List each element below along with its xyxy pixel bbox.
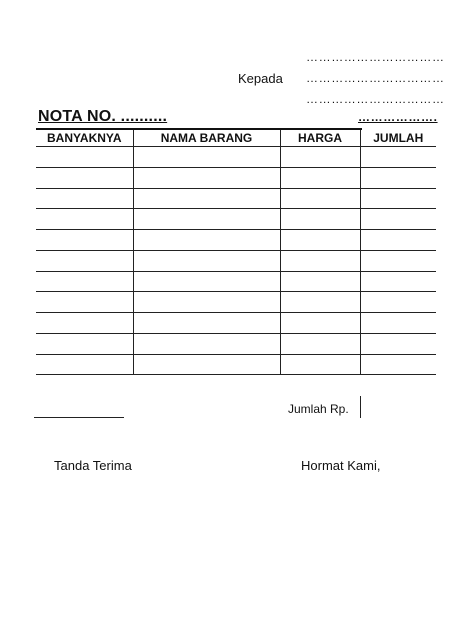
column-header-harga: HARGA xyxy=(280,130,360,147)
nota-date-blank: ………………. xyxy=(358,110,438,124)
cell-banyaknya xyxy=(36,230,133,251)
cell-jumlah xyxy=(360,333,436,354)
left-underline xyxy=(34,417,124,418)
cell-nama-barang xyxy=(133,209,280,230)
sender-signature-label: Hormat Kami, xyxy=(301,458,381,473)
nota-title: NOTA NO. .......... xyxy=(38,108,168,125)
cell-banyaknya xyxy=(36,292,133,313)
table-row xyxy=(36,230,436,251)
table-row xyxy=(36,354,436,375)
cell-nama-barang xyxy=(133,333,280,354)
recipient-line-2: …………………………… xyxy=(306,71,445,85)
cell-nama-barang xyxy=(133,147,280,168)
cell-banyaknya xyxy=(36,147,133,168)
cell-harga xyxy=(280,230,360,251)
cell-banyaknya xyxy=(36,333,133,354)
cell-nama-barang xyxy=(133,188,280,209)
recipient-label: Kepada xyxy=(238,71,283,86)
cell-banyaknya xyxy=(36,271,133,292)
cell-jumlah xyxy=(360,250,436,271)
column-header-jumlah: JUMLAH xyxy=(360,130,436,147)
cell-nama-barang xyxy=(133,354,280,375)
cell-banyaknya xyxy=(36,167,133,188)
cell-harga xyxy=(280,354,360,375)
table-header-row xyxy=(36,130,436,147)
table-row xyxy=(36,333,436,354)
cell-nama-barang xyxy=(133,167,280,188)
cell-harga xyxy=(280,333,360,354)
cell-jumlah xyxy=(360,147,436,168)
recipient-line-3: …………………………… xyxy=(306,92,445,106)
table-row xyxy=(36,250,436,271)
cell-harga xyxy=(280,313,360,334)
table-row xyxy=(36,147,436,168)
total-label: Jumlah Rp. xyxy=(288,402,349,416)
table-row xyxy=(36,167,436,188)
column-header-banyaknya: BANYAKNYA xyxy=(36,130,133,147)
cell-harga xyxy=(280,271,360,292)
cell-jumlah xyxy=(360,271,436,292)
total-divider xyxy=(360,396,361,418)
cell-jumlah xyxy=(360,313,436,334)
cell-jumlah xyxy=(360,209,436,230)
cell-nama-barang xyxy=(133,292,280,313)
cell-nama-barang xyxy=(133,313,280,334)
cell-harga xyxy=(280,250,360,271)
cell-banyaknya xyxy=(36,250,133,271)
cell-jumlah xyxy=(360,188,436,209)
cell-harga xyxy=(280,209,360,230)
cell-harga xyxy=(280,167,360,188)
cell-nama-barang xyxy=(133,250,280,271)
column-header-nama-barang: NAMA BARANG xyxy=(133,130,280,147)
cell-jumlah xyxy=(360,292,436,313)
cell-nama-barang xyxy=(133,271,280,292)
receiver-signature-label: Tanda Terima xyxy=(54,458,132,473)
table-row xyxy=(36,209,436,230)
cell-harga xyxy=(280,188,360,209)
table-row xyxy=(36,271,436,292)
cell-banyaknya xyxy=(36,313,133,334)
cell-jumlah xyxy=(360,354,436,375)
items-table xyxy=(36,130,436,375)
table-row xyxy=(36,313,436,334)
cell-banyaknya xyxy=(36,354,133,375)
cell-jumlah xyxy=(360,230,436,251)
cell-jumlah xyxy=(360,167,436,188)
cell-banyaknya xyxy=(36,209,133,230)
cell-harga xyxy=(280,147,360,168)
cell-banyaknya xyxy=(36,188,133,209)
recipient-line-1: …………………………… xyxy=(306,50,445,64)
table-row xyxy=(36,292,436,313)
table-row xyxy=(36,188,436,209)
cell-nama-barang xyxy=(133,230,280,251)
cell-harga xyxy=(280,292,360,313)
